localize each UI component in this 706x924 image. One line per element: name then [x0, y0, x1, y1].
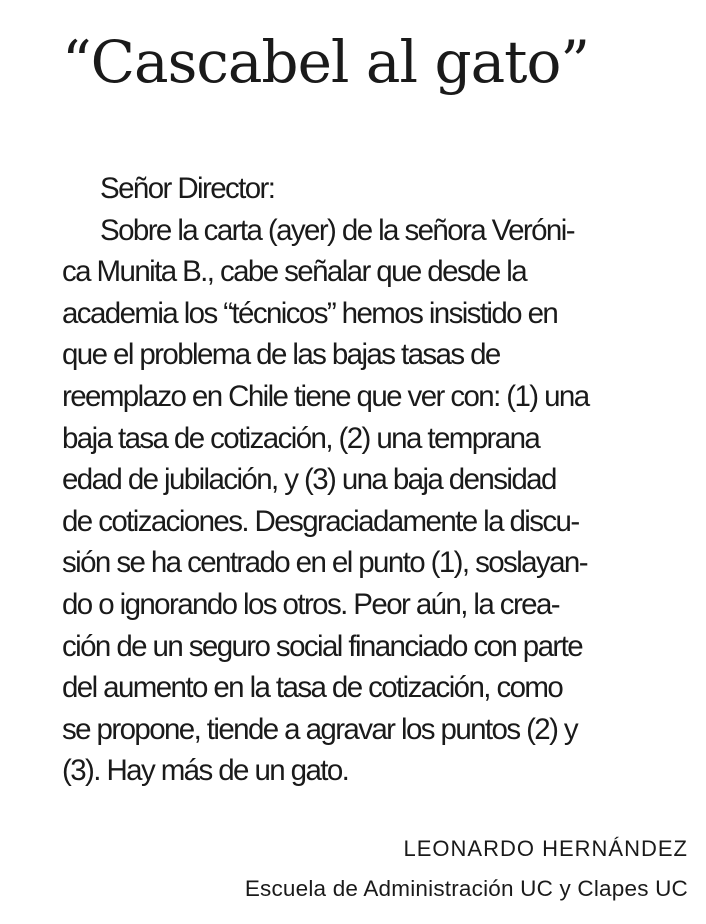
body-line: (3). Hay más de un gato.	[62, 754, 349, 788]
body-line: se propone, tiende a agravar los puntos (2) y	[62, 712, 578, 746]
body-line: baja tasa de cotización, (2) una temprana	[62, 421, 540, 455]
author-affiliation: Escuela de Administración UC y Clapes UC	[244, 876, 688, 901]
body-line: sión se ha centrado en el punto (1), soslayan-	[62, 546, 587, 580]
author-name: LEONARDO HERNÁNDEZ	[403, 836, 688, 861]
body-line: de cotizaciones. Desgraciadamente la discu-	[62, 504, 579, 538]
body-line: del aumento en la tasa de cotización, como	[62, 671, 563, 705]
body-line: reemplazo en Chile tiene que ver con: (1) una	[62, 379, 589, 413]
body-line: ción de un seguro social financiado con parte	[62, 629, 583, 663]
body-line: do o ignorando los otros. Peor aún, la crea-	[62, 587, 560, 621]
body-line: que el problema de las bajas tasas de	[62, 338, 500, 372]
body-line: academia los “técnicos” hemos insistido en	[62, 296, 558, 330]
body-line: Sobre la carta (ayer) de la señora Veróni-	[100, 213, 574, 247]
body-line: ca Munita B., cabe señalar que desde la	[62, 255, 527, 289]
headline: “Cascabel al gato”	[62, 28, 590, 96]
letter-body	[62, 168, 702, 792]
salutation: Señor Director:	[100, 172, 275, 205]
body-line: edad de jubilación, y (3) una baja densidad	[62, 463, 556, 497]
